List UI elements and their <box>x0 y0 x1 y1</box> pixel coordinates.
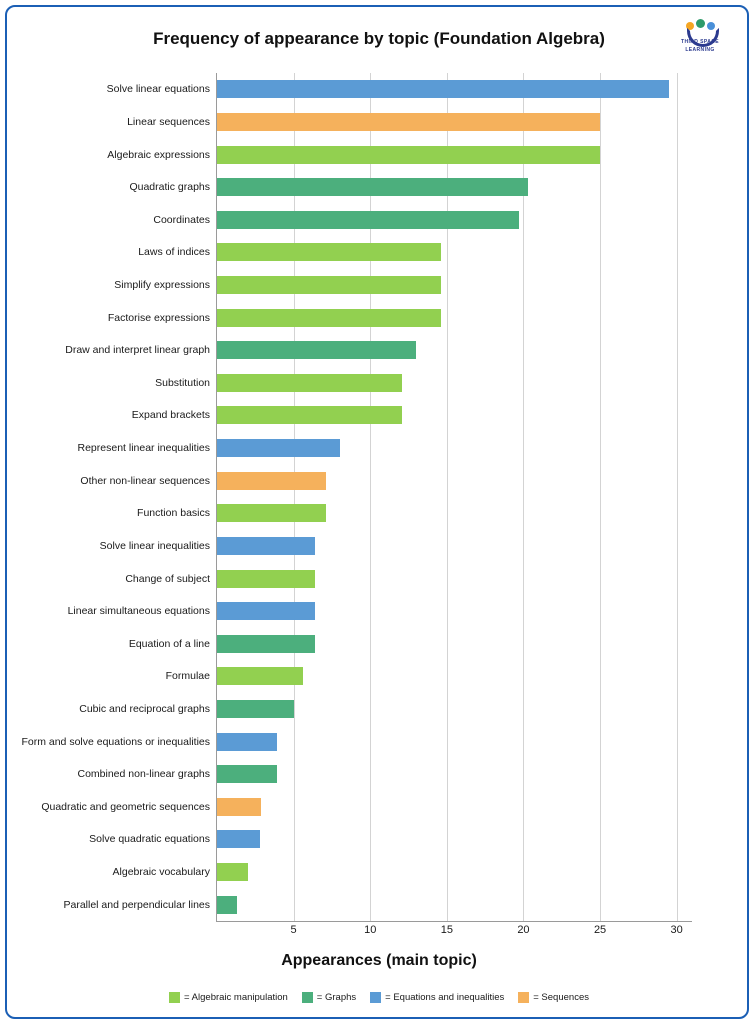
bar-row <box>131 399 692 432</box>
legend-swatch <box>169 992 180 1003</box>
bar <box>217 798 261 816</box>
bar-row <box>77 758 692 791</box>
bar-category-label: Formulae <box>165 670 210 683</box>
bar <box>217 439 340 457</box>
bar-category-label: Laws of indices <box>138 246 210 259</box>
x-axis-tick-label: 25 <box>593 924 607 936</box>
bar-category-label: Represent linear inequalities <box>77 442 210 455</box>
bar-row <box>106 73 692 106</box>
bar-row <box>77 432 692 465</box>
bar <box>217 178 528 196</box>
bar-row <box>21 725 692 758</box>
legend-label: = Equations and inequalities <box>385 992 505 1003</box>
bar-category-label: Draw and interpret linear graph <box>65 344 210 357</box>
bar <box>217 733 277 751</box>
bar-row <box>79 693 692 726</box>
bar-row <box>125 562 692 595</box>
bar <box>217 570 315 588</box>
bar <box>217 406 402 424</box>
bar <box>217 243 441 261</box>
bar-row <box>153 203 692 236</box>
x-axis-tick-label: 15 <box>440 924 453 936</box>
bar-category-label: Cubic and reciprocal graphs <box>79 702 210 715</box>
bar-category-label: Algebraic expressions <box>107 148 210 161</box>
bar-row <box>129 171 692 204</box>
bar-category-label: Equation of a line <box>128 637 210 650</box>
bar-row <box>67 595 692 628</box>
bar <box>217 472 326 490</box>
bar-category-label: Solve linear inequalities <box>99 539 210 552</box>
chart-legend <box>7 992 751 1003</box>
bar-row <box>138 236 692 269</box>
bar-row <box>107 301 692 334</box>
bar <box>217 211 519 229</box>
bar <box>217 537 315 555</box>
bar-row <box>99 530 692 563</box>
bar-row <box>165 660 692 693</box>
bar-row <box>80 464 692 497</box>
bar-category-label: Linear sequences <box>127 115 210 128</box>
bar <box>217 341 416 359</box>
bar-category-label: Algebraic vocabulary <box>112 866 210 879</box>
bar-row <box>107 138 692 171</box>
bar-row <box>63 888 692 921</box>
logo-text-line2: LEARNING <box>685 47 715 53</box>
bar-row <box>127 106 692 139</box>
bar <box>217 276 441 294</box>
bar <box>217 667 303 685</box>
bar <box>217 309 441 327</box>
bar-category-label: Other non-linear sequences <box>80 474 210 487</box>
legend-swatch <box>302 992 313 1003</box>
legend-item <box>169 992 288 1003</box>
bar-category-label: Quadratic graphs <box>129 181 210 194</box>
bar-category-label: Solve linear equations <box>106 83 210 96</box>
bar <box>217 146 600 164</box>
bar-category-label: Expand brackets <box>131 409 210 422</box>
legend-swatch <box>370 992 381 1003</box>
bar-category-label: Quadratic and geometric sequences <box>41 800 210 813</box>
bar <box>217 80 669 98</box>
logo-text-line1: THIRD SPACE <box>681 39 719 45</box>
bar-category-label: Substitution <box>155 376 210 389</box>
x-axis-tick-label: 20 <box>517 924 530 936</box>
bar-category-label: Coordinates <box>153 213 210 226</box>
bar-category-label: Form and solve equations or inequalities <box>21 735 210 748</box>
legend-label: = Algebraic manipulation <box>184 992 288 1003</box>
bar <box>217 896 237 914</box>
bar <box>217 863 248 881</box>
legend-swatch <box>518 992 529 1003</box>
x-axis-tick-label: 30 <box>670 924 683 936</box>
x-axis-tick-label: 5 <box>290 924 297 936</box>
plot-area <box>21 73 692 936</box>
bar <box>217 602 315 620</box>
logo-dot-green <box>696 19 705 28</box>
bar <box>217 504 326 522</box>
legend-label: = Graphs <box>316 992 357 1003</box>
legend-item <box>302 992 356 1003</box>
bar-category-label: Change of subject <box>125 572 210 585</box>
bar-category-label: Simplify expressions <box>114 278 210 291</box>
bar-row <box>41 791 692 824</box>
bar-row <box>155 367 692 400</box>
legend-item <box>370 992 504 1003</box>
legend-label: = Sequences <box>533 992 589 1003</box>
bar-category-label: Factorise expressions <box>107 311 210 324</box>
bar-category-label: Solve quadratic equations <box>89 833 210 846</box>
legend-item <box>518 992 589 1003</box>
bar-category-label: Linear simultaneous equations <box>67 605 210 618</box>
chart-title: Frequency of appearance by topic (Foundation Algebra) <box>153 29 605 48</box>
bar-row <box>137 497 692 530</box>
bar-row <box>114 269 692 302</box>
x-axis-label: Appearances (main topic) <box>281 952 477 969</box>
bar-row <box>89 823 692 856</box>
bar-category-label: Function basics <box>137 507 210 520</box>
bar <box>217 374 402 392</box>
bar-row <box>112 856 692 889</box>
bar-category-label: Parallel and perpendicular lines <box>63 898 210 911</box>
bar-row <box>128 627 692 660</box>
bar <box>217 700 294 718</box>
bar <box>217 635 315 653</box>
x-axis-tick-label: 10 <box>364 924 377 936</box>
bar <box>217 113 600 131</box>
bar <box>217 830 260 848</box>
bar <box>217 765 277 783</box>
chart-card <box>5 5 749 1019</box>
bar-row <box>65 334 692 367</box>
bar-category-label: Combined non-linear graphs <box>77 768 210 781</box>
